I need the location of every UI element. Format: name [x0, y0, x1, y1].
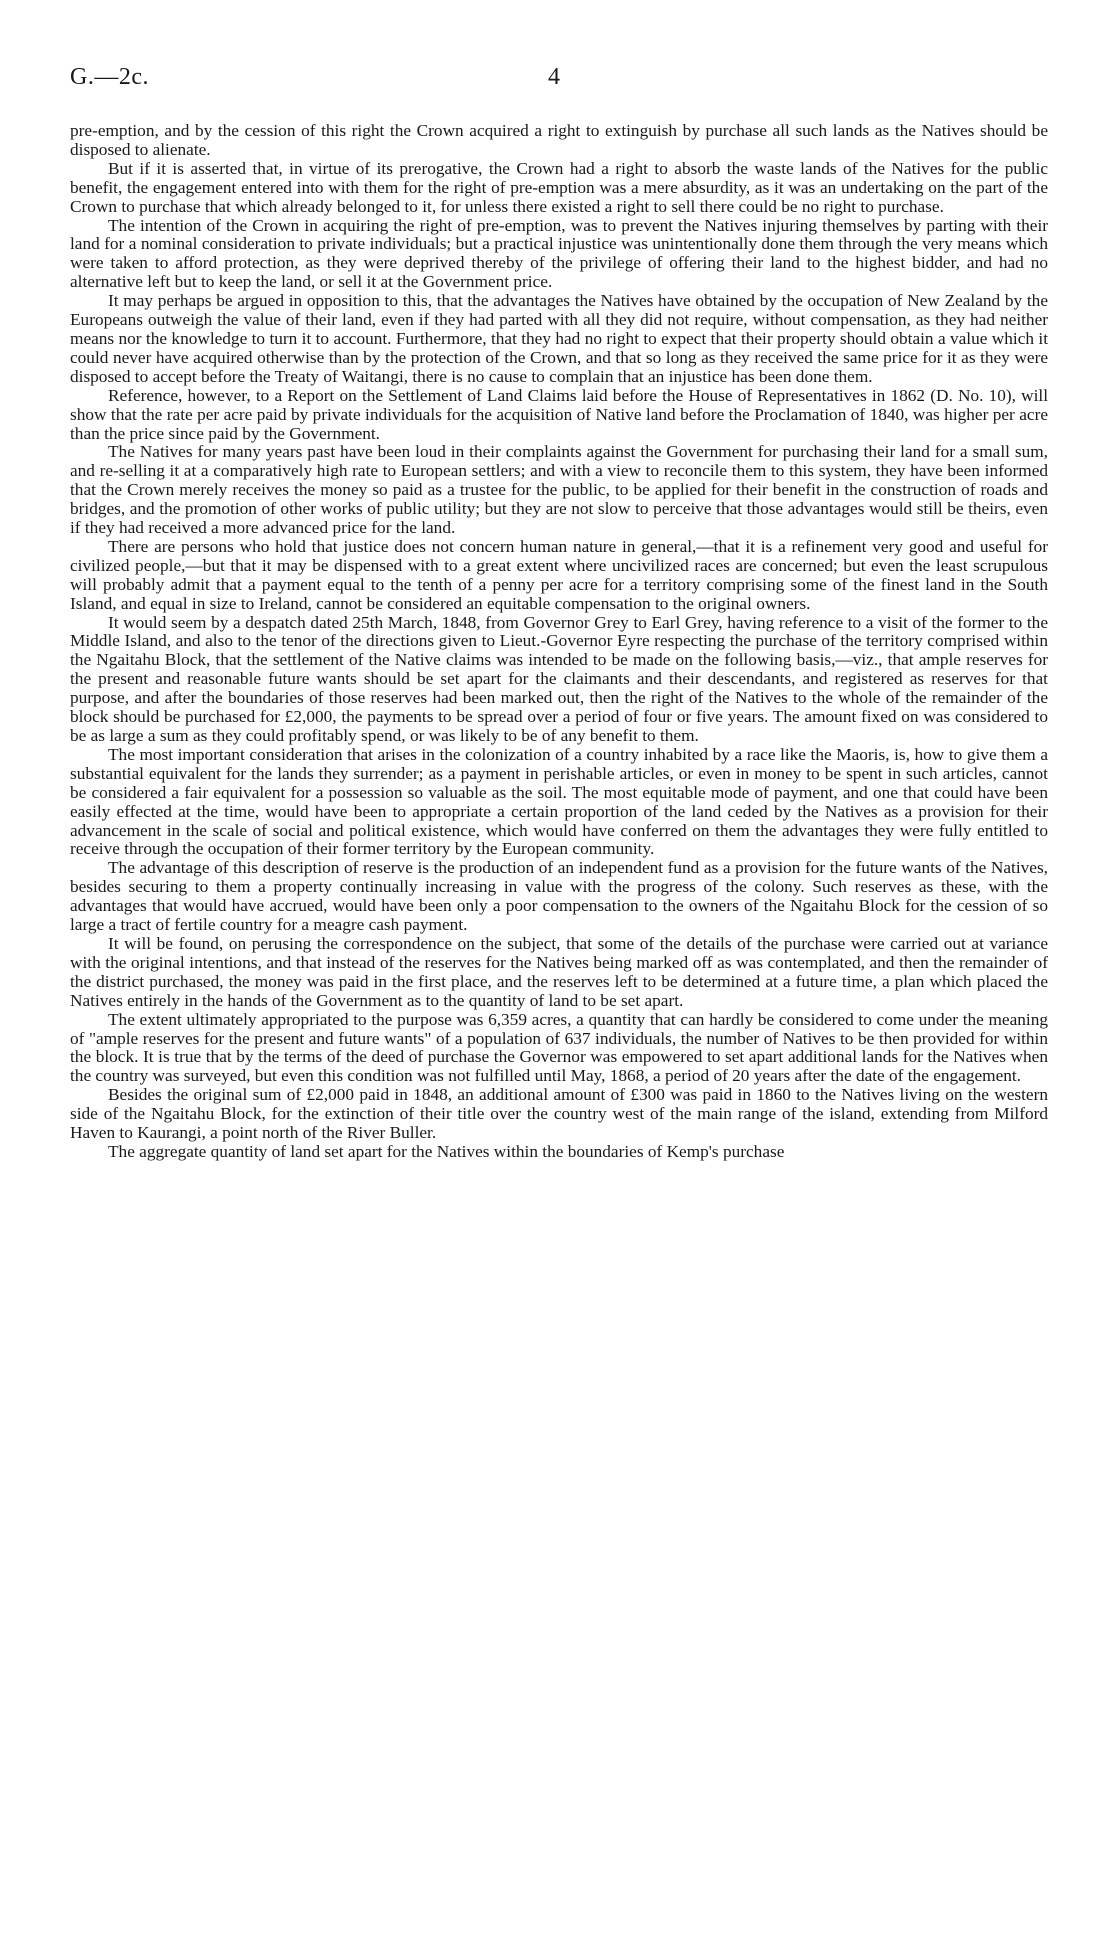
page-header: [70, 64, 1060, 100]
paragraph-11: It will be found, on perusing the correspondence on the subject, that some of the details of the purchase were carried out at variance with the original intentions, and that instead of the reserves for the Natives being marked off as was contemplated, and then the remainder of the district purchased, the money was paid in the first place, and the reserves left to be determined at a future time, a plan which placed the Natives entirely in the hands of the Government as to the quantity of land to be set apart.: [70, 933, 1048, 1010]
paragraph-14: The aggregate quantity of land set apart for the Natives within the boundaries of Kemp's purchase: [108, 1141, 785, 1161]
paragraph-6: The Natives for many years past have been loud in their complaints against the Government for purchasing their land for a small sum, and re-selling it at a comparatively high rate to European settlers; and with a view to reconcile them to this system, they have been informed that the Crown merely receives the money so paid as a trustee for the public, to be applied for their benefit in the construction of roads and bridges, and the promotion of other works of public utility; but they are not slow to perceive that those advantages would still be theirs, even if they had received a more advanced price for the land.: [70, 442, 1048, 538]
paragraph-8: It would seem by a despatch dated 25th March, 1848, from Governor Grey to Earl Grey, having reference to a visit of the former to the Middle Island, and also to the tenor of the directions given to Lieut.-Governor Eyre respecting the purchase of the territory comprised within the Ngaitahu Block, that the settlement of the Native claims was intended to be made on the following basis,—viz., that ample reserves for the present and reasonable future wants should be set apart for the claimants and their descendants, and registered as reserves for that purpose, and after the boundaries of those reserves had been marked out, then the right of the Natives to the whole of the remainder of the block should be purchased for £2,000, the payments to be spread over a period of four or five years. The amount fixed on was considered to be as large a sum as they could profitably spend, or was likely to be of any benefit to them.: [70, 612, 1048, 745]
paragraph-2: But if it is asserted that, in virtue of its prerogative, the Crown had a right to absorb the waste lands of the Natives for the public benefit, the engagement entered into with them for the right of pre-emption was a mere absurdity, as it was an undertaking on the part of the Crown to purchase that which already belonged to it, for unless there existed a right to sell there could be no right to purchase.: [70, 158, 1048, 216]
paragraph-7: There are persons who hold that justice does not concern human nature in general,—that it is a refinement very good and useful for civilized people,—but that it may be dispensed with to a great extent where uncivilized races are concerned; but even the least scrupulous will probably admit that a payment equal to the tenth of a penny per acre for a territory comprising some of the finest land in the South Island, and equal in size to Ireland, cannot be considered an equitable compensation to the original owners.: [70, 536, 1048, 613]
paragraph-1: pre-emption, and by the cession of this right the Crown acquired a right to extinguish by purchase all such lands as the Natives should be disposed to alienate.: [70, 121, 1048, 159]
paragraph-9: The most important consideration that arises in the colonization of a country inhabited by a race like the Maoris, is, how to give them a substantial equivalent for the lands they surrender; as a payment in perishable articles, or even in money to be spent in such articles, cannot be considered a fair equivalent for a possession so valuable as the soil. The most equitable mode of payment, and one that could have been easily effected at the time, would have been to appropriate a certain proportion of the land ceded by the Natives as a provision for their advancement in the scale of social and political existence, which would have conferred on them the advantages they were fully entitled to receive through the occupation of their former territory by the European community.: [70, 744, 1048, 859]
paragraph-12: The extent ultimately appropriated to the purpose was 6,359 acres, a quantity that can hardly be considered to come under the meaning of "ample reserves for the present and future wants" of a population of 637 individuals, the number of Natives to be then provided for within the block. It is true that by the terms of the deed of purchase the Governor was empowered to set apart additional lands for the Natives when the country was surveyed, but even this condition was not fulfilled until May, 1868, a period of 20 years after the date of the engagement.: [70, 1009, 1048, 1086]
page-number: 4: [548, 64, 560, 90]
body-text: [70, 122, 1048, 1162]
paragraph-10: The advantage of this description of reserve is the production of an independent fund as a provision for the future wants of the Natives, besides securing to them a property continually increasing in value with the progress of the colony. Such reserves as these, with the advantages that would have accrued, would have been only a poor compensation to the owners of the Ngaitahu Block for the cession of so large a tract of fertile country for a meagre cash payment.: [70, 858, 1048, 935]
paragraph-13: Besides the original sum of £2,000 paid in 1848, an additional amount of £300 was paid in 1860 to the Natives living on the western side of the Ngaitahu Block, for the extinction of their title over the country west of the main range of the island, extending from Milford Haven to Kaurangi, a point north of the River Buller.: [70, 1085, 1048, 1143]
paragraph-3: The intention of the Crown in acquiring the right of pre-emption, was to prevent the Natives injuring themselves by parting with their land for a nominal consideration to private individuals; but a practical injustice was unintentionally done them through the very means which were taken to afford protection, as they were deprived thereby of the privilege of offering their land to the highest bidder, and had no alternative left but to keep the land, or sell it at the Government price.: [70, 215, 1048, 292]
paragraph-4: It may perhaps be argued in opposition to this, that the advantages the Natives have obtained by the occupation of New Zealand by the Europeans outweigh the value of their land, even if they had parted with all they did not require, without compensation, as they had neither means nor the knowledge to turn it to account. Furthermore, that they had no right to expect that their property should obtain a value which it could never have acquired otherwise than by the protection of the Crown, and that so long as they received the same price for it as they were disposed to accept before the Treaty of Waitangi, there is no cause to complain that an injustice has been done them.: [70, 291, 1048, 386]
paragraph-5: Reference, however, to a Report on the Settlement of Land Claims laid before the House of Representatives in 1862 (D. No. 10), will show that the rate per acre paid by private individuals for the acquisition of Native land before the Proclamation of 1840, was higher per acre than the price since paid by the Government.: [70, 385, 1048, 443]
document-reference: G.—2c.: [70, 64, 149, 90]
